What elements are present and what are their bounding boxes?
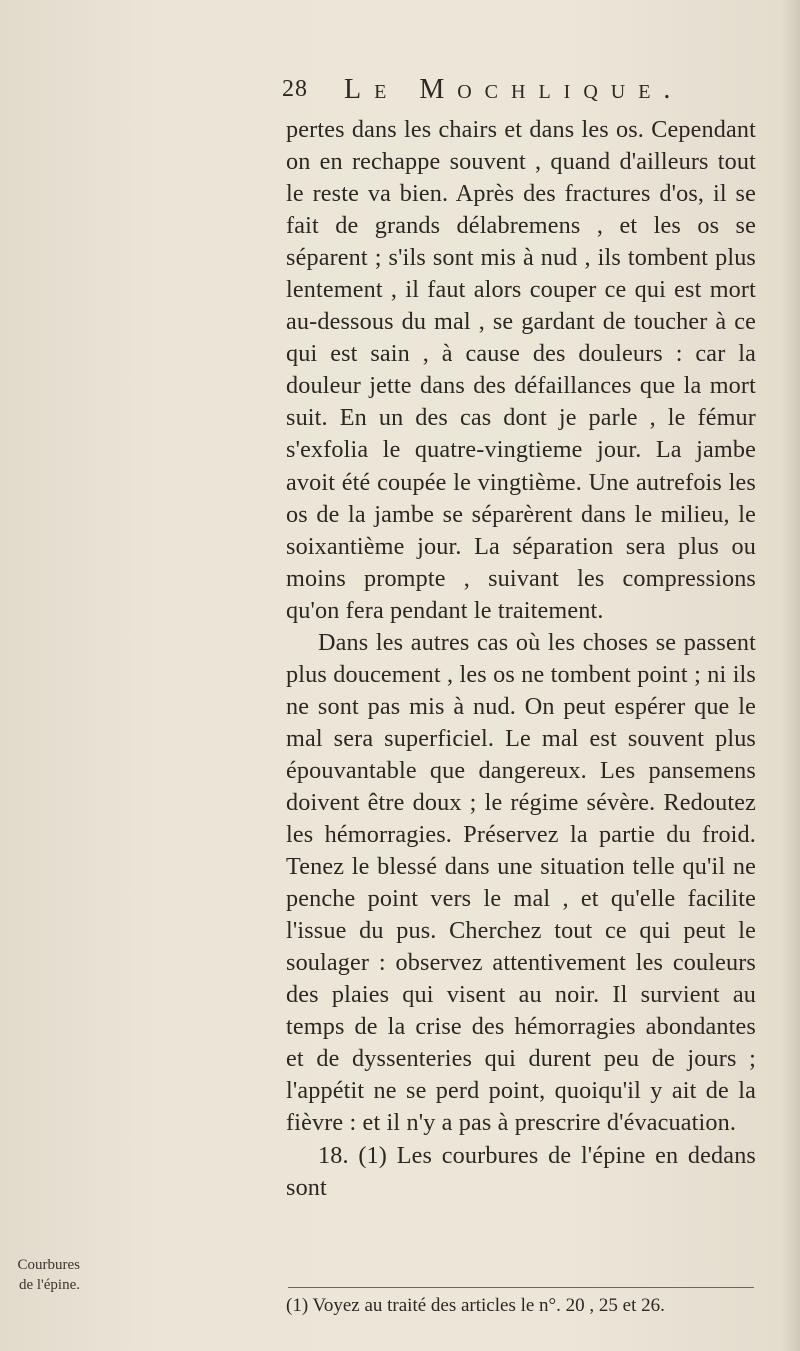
paragraph-continuation: pertes dans les chairs et dans les os. Cependant on en rechappe souvent , quand d'ailleurs tout le reste va bien. Après des fractures d'os, il se fait de grands délabremens , et les os se séparent ; s'ils sont mis à nud , ils tombent plus lentement , il faut alors couper ce qui est mort au-dessous du mal , se gardant de toucher à ce qui est sain , à cause des douleurs : car la douleur jette dans des défaillances que la mort suit. En un des cas dont je parle , le fémur s'exfolia le quatre-vingtieme jour. La jambe avoit été coupée le vingtième. Une autrefois les os de la jambe se séparèrent dans le milieu, le soixantième jour. La séparation sera plus ou moins prompte , suivant les compressions qu'on fera pendant le traitement. [286, 116, 756, 624]
page-number: 28 [282, 76, 308, 102]
footnote-divider [288, 1287, 754, 1288]
body-text [286, 114, 756, 1204]
margin-note: Courbures de l'épine. [17, 1257, 80, 1293]
paragraph: Dans les autres cas où les choses se passent plus doucement , les os ne tombent point ; ni ils ne sont pas mis à nud. On peut espérer que le mal sera superficiel. Le mal est souvent plus épouvantable que dangereux. Les pansemens doivent être doux ; le régime sévère. Redoutez les hémorragies. Préservez la partie du froid. Tenez le blessé dans une situation telle qu'il ne penche point vers le mal , et qu'elle facilite l'issue du pus. Cherchez tout ce qui peut le soulager : observez attentivement les couleurs des plaies qui visent au noir. Il survient au temps de la crise des hémorragies abondantes et de dyssenteries qui durent peu de jours ; l'appétit ne se perd point, quoiqu'il y ait de la fièvre : et il n'y a pas à prescrire d'évacuation. [286, 628, 756, 1137]
paragraph-section-18: 18. (1) Les courbures de l'épine en dedans sont [286, 1141, 756, 1201]
page-edge-shadow [782, 0, 800, 1351]
page-header [282, 74, 752, 114]
footnote: (1) Voyez au traité des articles le n°. 20 , 25 et 26. [286, 1295, 665, 1316]
running-title: Le Mochlique. [344, 74, 684, 105]
